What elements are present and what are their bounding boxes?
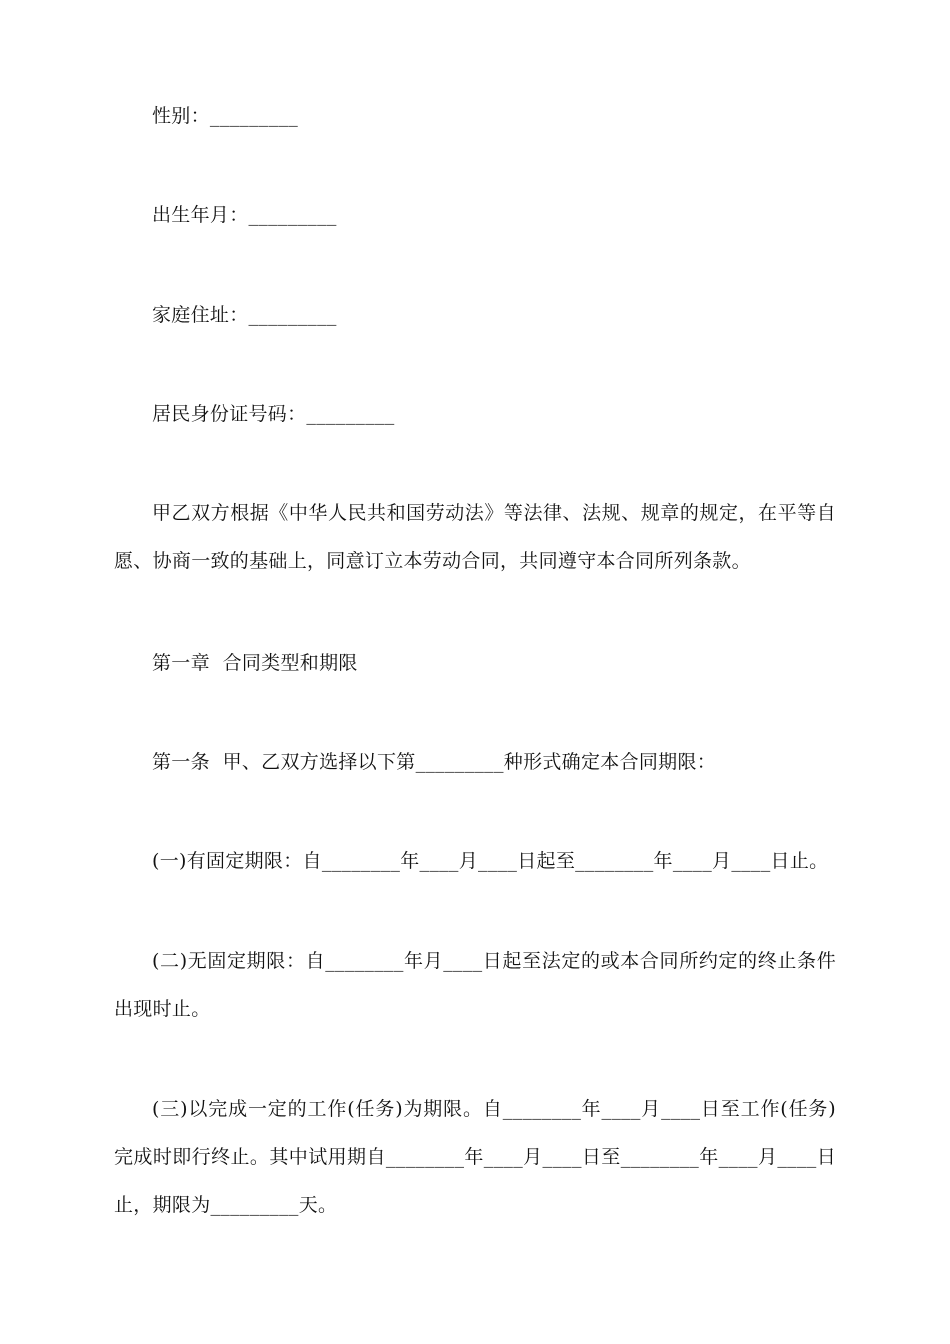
home-address-field: 家庭住址：_________ [152,304,337,326]
birth-date-field: 出生年月：_________ [152,204,337,226]
gender-field: 性别：_________ [152,105,299,127]
chapter-title: 第一章 合同类型和期限 [152,652,358,674]
option-open-term: (二)无固定期限：自________年月____日起至法定的或本合同所约定的终止条件出现时止。 [114,950,836,1020]
intro-paragraph: 甲乙双方根据《中华人民共和国劳动法》等法律、法规、规章的规定，在平等自愿、协商一致的基础上，同意订立本劳动合同，共同遵守本合同所列条款。 [114,502,836,572]
article-1: 第一条 甲、乙双方选择以下第_________种形式确定本合同期限： [152,751,717,773]
option-fixed-term: (一)有固定期限：自________年____月____日起至________年____月____日止。 [152,850,829,872]
id-number-field: 居民身份证号码：_________ [152,403,395,425]
option-task-term: (三)以完成一定的工作(任务)为期限。自________年____月____日至工作(任务)完成时即行终止。其中试用期自________年____月____日至________年____月____日止，期限为_________天。 [114,1098,836,1216]
